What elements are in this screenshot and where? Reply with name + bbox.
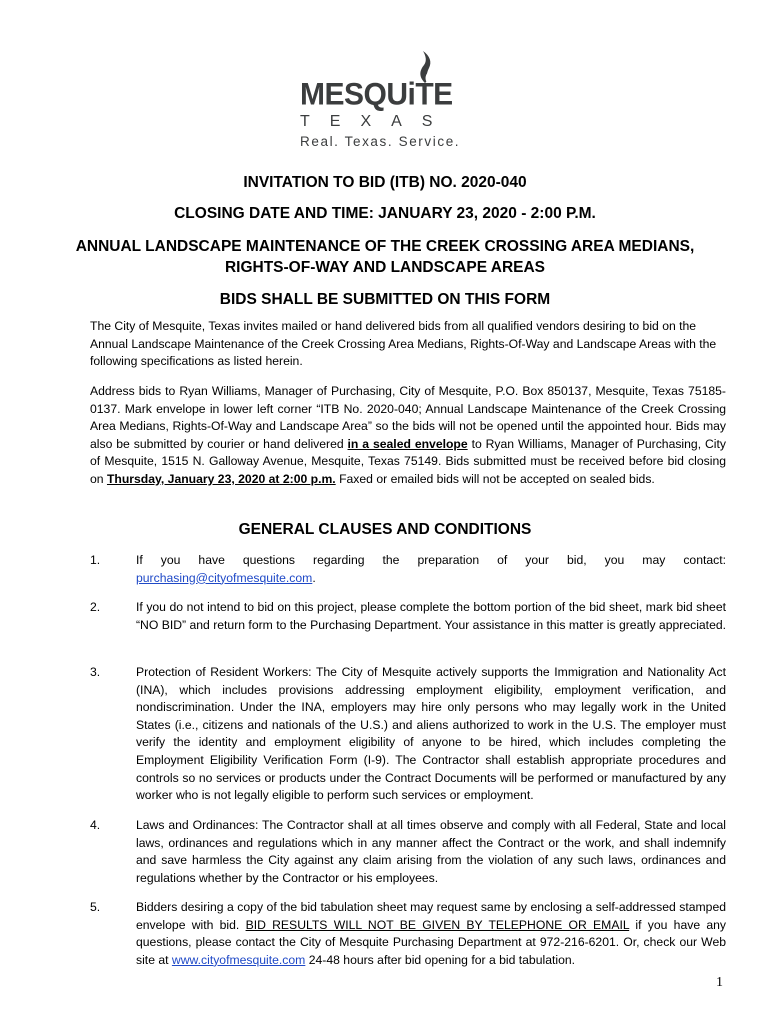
clause-5-end: 24-48 hours after bid opening for a bid tabulation. <box>305 952 576 967</box>
clause-number: 2. <box>90 600 101 614</box>
clause-text: Laws and Ordinances: The Contractor shall at all times observe and comply with all Federal, State and local laws, ordinances and regulations which in any manner affect the Contract or the work, and shall indemnify and save harmless the City against any claim arising from the violation of any such laws, ordinances and regulations whether by the Contractor or his employees. <box>136 818 726 885</box>
logo-state: TEXAS <box>300 113 453 130</box>
address-paragraph <box>90 383 726 489</box>
closing-date-heading: CLOSING DATE AND TIME: JANUARY 23, 2020 - 2:00 P.M. <box>174 205 596 222</box>
clause-1-end: . <box>312 570 316 585</box>
clause-number: 3. <box>90 665 101 679</box>
closing-date-text: Thursday, January 23, 2020 at 2:00 p.m. <box>106 471 336 486</box>
clause-number: 5. <box>90 900 101 914</box>
address-text-1: Address bids to Ryan Williams, Manager of Purchasing, City of Mesquite, P.O. Box 850137, Mesquite, Texas 75185-0137. Mark envelope in lower left corner “ITB No. 2020-040; Annual Landscape Maintenance of the Creek Crossing Area Medians, Rights-Of-Way and Landscape Area” so the bids will not be opened until the appointed hour. Bids may also be submitted by courier or hand delivered <box>90 384 726 451</box>
clause-text: If you do not intend to bid on this project, please complete the bottom portion of the bid sheet, mark bid sheet “NO BID” and return form to the Purchasing Department. Your assistance in this matter is greatly appreciated. <box>136 600 727 632</box>
clause-text <box>136 899 726 969</box>
intro-paragraph: The City of Mesquite, Texas invites mailed or hand delivered bids from all qualified vendors desiring to bid on the Annual Landscape Maintenance of the Creek Crossing Area Medians, Rights-Of-Way and Landscape Areas with the following specifications as listed herein. <box>90 319 717 369</box>
bid-results-notice: BID RESULTS WILL NOT BE GIVEN BY TELEPHONE OR EMAIL <box>245 917 630 932</box>
address-text-2: to Ryan Williams, Manager of Purchasing, City of Mesquite, 1515 N. Galloway Avenue, Mesquite, Texas 75149. Bids submitted must be received before bid closing on <box>90 436 726 486</box>
mesquite-logo <box>298 50 478 150</box>
sealed-envelope-text: in a sealed envelope <box>347 436 468 451</box>
address-text-3: Faxed or emailed bids will not be accepted on sealed bids. <box>335 471 655 486</box>
website-link[interactable]: www.cityofmesquite.com <box>171 952 306 967</box>
purchasing-email-link[interactable]: purchasing@cityofmesquite.com <box>136 570 313 585</box>
clause-5-body-2: if you have any questions, please contact the City of Mesquite Purchasing Department at 972-216-6201. Or, check our Web site at <box>136 917 726 967</box>
submit-heading: BIDS SHALL BE SUBMITTED ON THIS FORM <box>219 291 551 308</box>
general-clauses-heading: GENERAL CLAUSES AND CONDITIONS <box>238 521 532 538</box>
clause-text: Protection of Resident Workers: The City of Mesquite actively supports the Immigration and Nationality Act (INA), which includes provisions addressing employment eligibility, employment verification, and nondiscrimination. Under the INA, employers may hire only persons who may legally work in the United States (i.e., citizens and nationals of the U.S.) and aliens authorized to work in the U.S. The employer must verify the identity and employment eligibility of anyone to be hired, which includes completing the Employment Eligibility Verification Form (I-9). The Contractor shall establish appropriate procedures and controls so no services or products under the Contract Documents will be performed or manufactured by any worker who is not legally eligible to perform such services or employment. <box>136 665 726 803</box>
clause-text <box>136 552 726 587</box>
clause-1-body: If you have questions regarding the preparation of your bid, you may contact: <box>136 553 726 567</box>
itb-title: INVITATION TO BID (ITB) NO. 2020-040 <box>243 174 527 191</box>
clause-5-body: Bidders desiring a copy of the bid tabulation sheet may request same by enclosing a self-addressed stamped envelope with bid. <box>136 900 726 932</box>
clause-number: 4. <box>90 818 101 832</box>
project-title-line2: RIGHTS-OF-WAY AND LANDSCAPE AREAS <box>224 259 546 276</box>
logo-tagline: Real. Texas. Service. <box>300 134 461 149</box>
clause-number: 1. <box>90 553 101 567</box>
page-number: 1 <box>716 975 723 990</box>
project-title-line1: ANNUAL LANDSCAPE MAINTENANCE OF THE CREEK CROSSING AREA MEDIANS, <box>75 238 695 255</box>
logo-wordmark: MESQUiTE <box>300 77 453 112</box>
